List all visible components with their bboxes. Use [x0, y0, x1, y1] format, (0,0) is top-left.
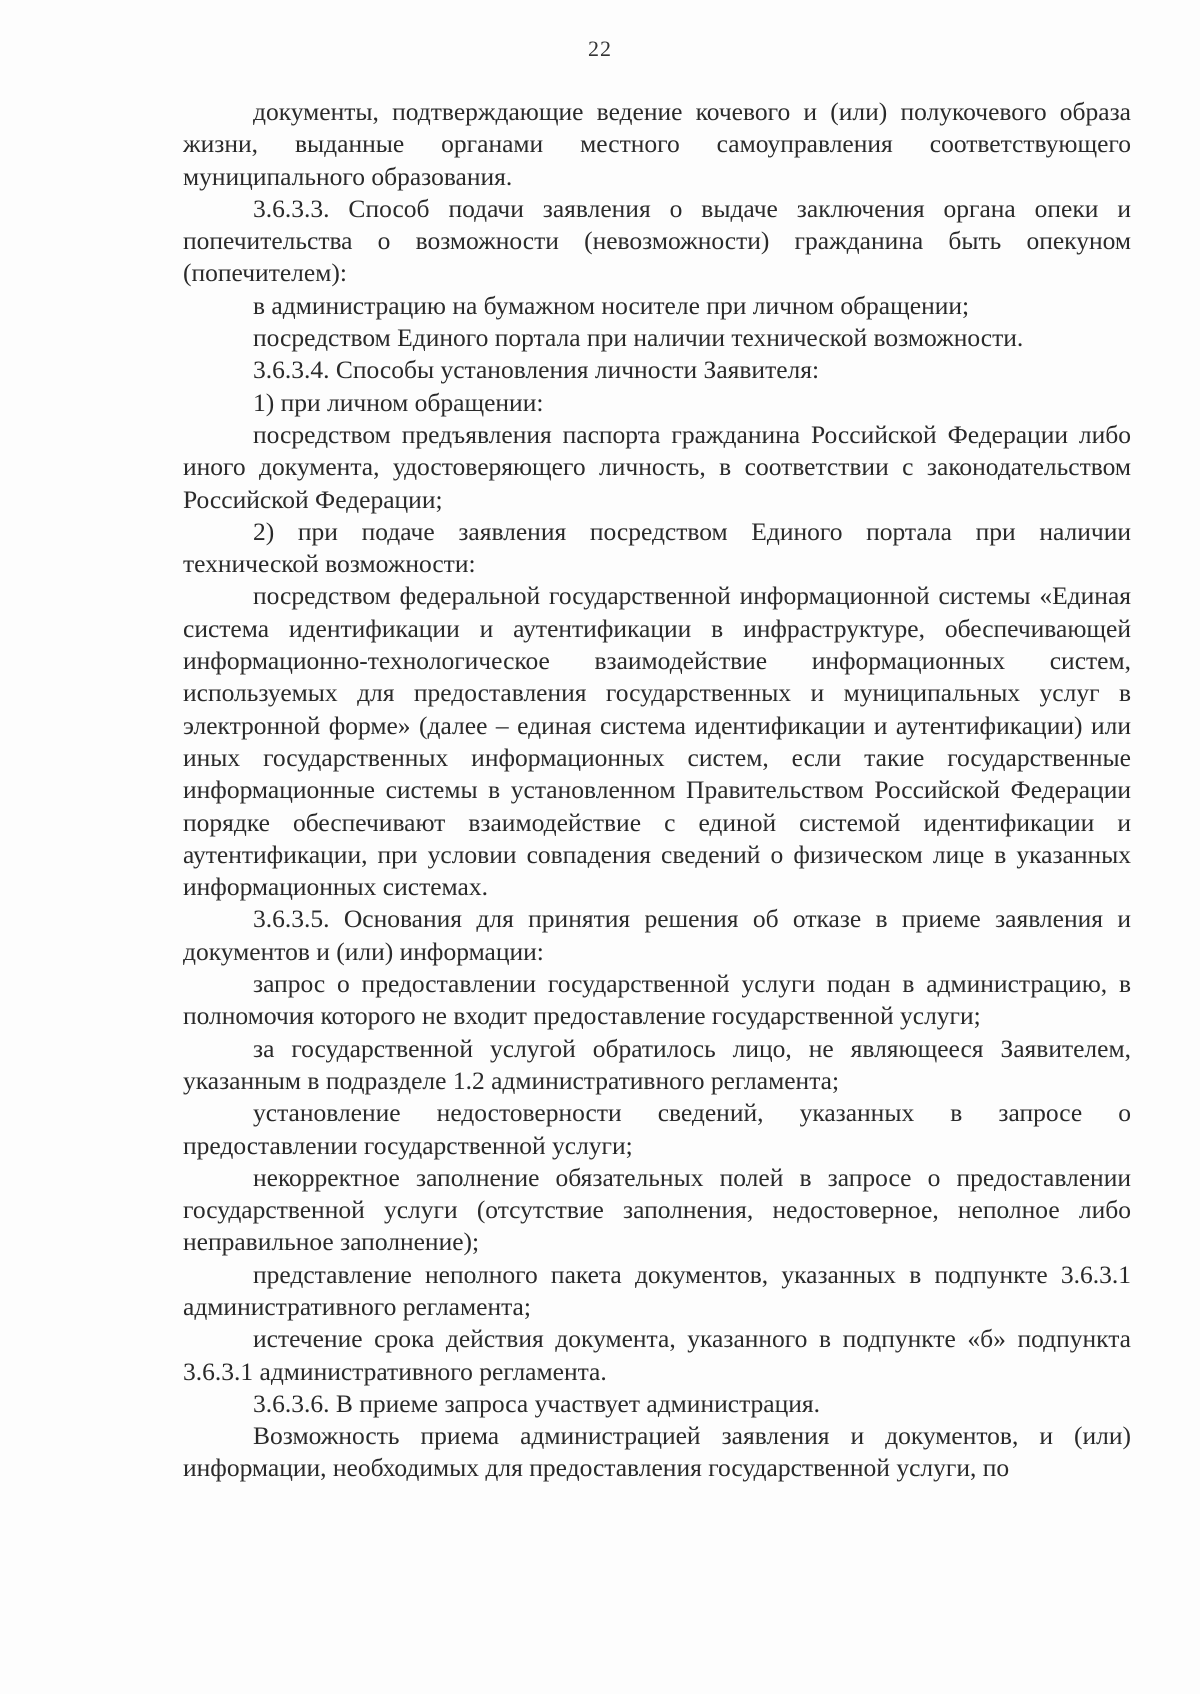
paragraph-esia: посредством федеральной государственной информационной системы «Единая система идентификации и аутентификации в инфраструктуре, обеспечивающей информационно-технологическое взаимодействие информационных систем, используемых для предоставления государственных и муниципальных услуг в электронной форме» (далее – единая система идентификации и аутентификации) или иных государственных информационных систем, если такие государственные информационные системы в установленном Правительством Российской Федерации порядке обеспечивают взаимодействие с единой системой идентификации и аутентификации, при условии совпадения сведений о физическом лице в указанных информационных системах. [183, 581, 1131, 902]
paragraph-3-6-3-4: 3.6.3.4. Способы установления личности Заявителя: [253, 355, 820, 385]
paragraph-refusal-3: установление недостоверности сведений, указанных в запросе о предоставлении государственной услуги; [183, 1098, 1131, 1160]
paragraph-refusal-1: запрос о предоставлении государственной услуги подан в администрацию, в полномочия которого не входит предоставление государственной услуги; [183, 969, 1131, 1031]
paragraph-refusal-6: истечение срока действия документа, указанного в подпункте «б» подпункта 3.6.3.1 административного регламента. [183, 1324, 1131, 1386]
paragraph-3-6-3-6: 3.6.3.6. В приеме запроса участвует администрация. [253, 1388, 820, 1418]
paragraph-item-2: 2) при подаче заявления посредством Единого портала при наличии технической возможности: [183, 516, 1131, 579]
paragraph-3-6-3-5: 3.6.3.5. Основания для принятия решения об отказе в приеме заявления и документов и (или) информации: [183, 904, 1131, 966]
paragraph-refusal-4: некорректное заполнение обязательных полей в запросе о предоставлении государственной услуги (отсутствие заполнения, недостоверное, неполное либо неправильное заполнение); [183, 1162, 1131, 1257]
page-number: 22 [588, 36, 612, 61]
paragraph-passport: посредством предъявления паспорта гражданина Российской Федерации либо иного документа, удостоверяющего личность, в соответствии с законодательством Российской Федерации; [183, 419, 1131, 514]
paragraph-continuation: документы, подтверждающие ведение кочевого и (или) полукочевого образа жизни, выданные органами местного самоуправления соответствующего муниципального образования. [183, 97, 1131, 191]
paragraph-refusal-5: представление неполного пакета документов, указанных в подпункте 3.6.3.1 административного регламента; [183, 1259, 1131, 1321]
document-body [183, 96, 1131, 1485]
paragraph-item-1: 1) при личном обращении: [253, 387, 544, 417]
paragraph-reception-possibility: Возможность приема администрацией заявления и документов, и (или) информации, необходимых для предоставления государственной услуги, по [183, 1421, 1131, 1483]
paragraph-3-6-3-3: 3.6.3.3. Способ подачи заявления о выдаче заключения органа опеки и попечительства о возможности (невозможности) гражданина быть опекуном (попечителем): [183, 193, 1131, 288]
paragraph-submission-portal: посредством Единого портала при наличии технической возможности. [253, 323, 1024, 353]
paragraph-submission-paper: в администрацию на бумажном носителе при личном обращении; [253, 290, 970, 320]
paragraph-refusal-2: за государственной услугой обратилось лицо, не являющееся Заявителем, указанным в подразделе 1.2 административного регламента; [183, 1033, 1131, 1095]
